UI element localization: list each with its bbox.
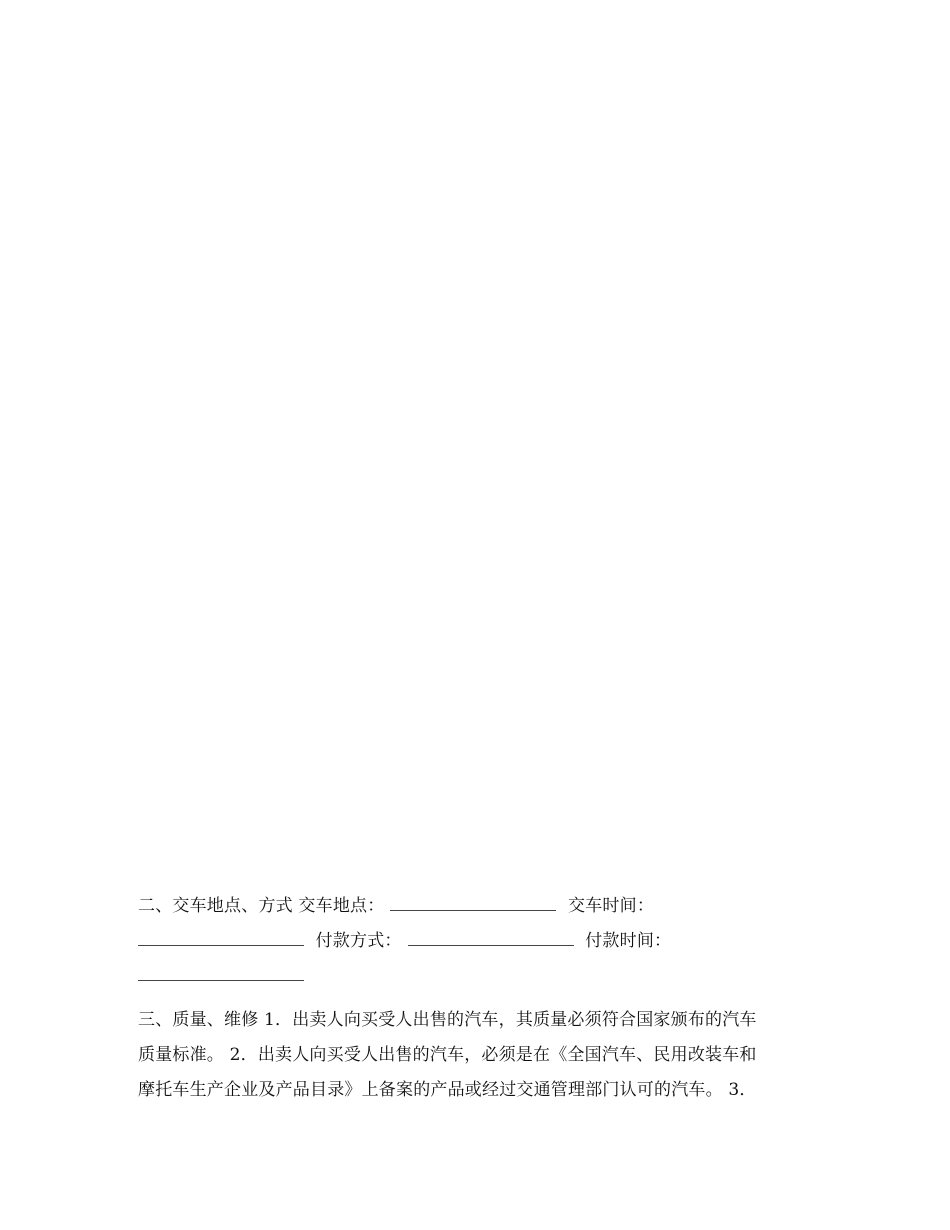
section2-line-1 (138, 889, 818, 924)
delivery-time-blank (138, 925, 304, 946)
section2-heading: 二、交车地点、方式 (138, 896, 293, 916)
contract-body (138, 889, 818, 1108)
payment-time-label: 付款时间： (585, 931, 672, 951)
section2-line-2 (138, 924, 818, 959)
payment-method-label: 付款方式： (315, 931, 402, 951)
payment-method-blank (408, 925, 574, 946)
delivery-time-label: 交车时间： (568, 896, 655, 916)
section3-line-2: 质量标准。 2．出卖人向买受人出售的汽车，必须是在《全国汽车、民用改装车和 (138, 1045, 757, 1065)
delivery-place-label: 交车地点： (298, 896, 385, 916)
section3-line-3: 摩托车生产企业及产品目录》上备案的产品或经过交通管理部门认可的汽车。 3． (138, 1080, 757, 1100)
section3-line-1: 三、质量、维修 1．出卖人向买受人出售的汽车，其质量必须符合国家颁布的汽车 (138, 1010, 757, 1030)
delivery-place-blank (390, 890, 556, 911)
paragraph-gap (138, 994, 818, 1003)
section2-line-3 (138, 959, 818, 994)
payment-time-blank (138, 960, 304, 981)
